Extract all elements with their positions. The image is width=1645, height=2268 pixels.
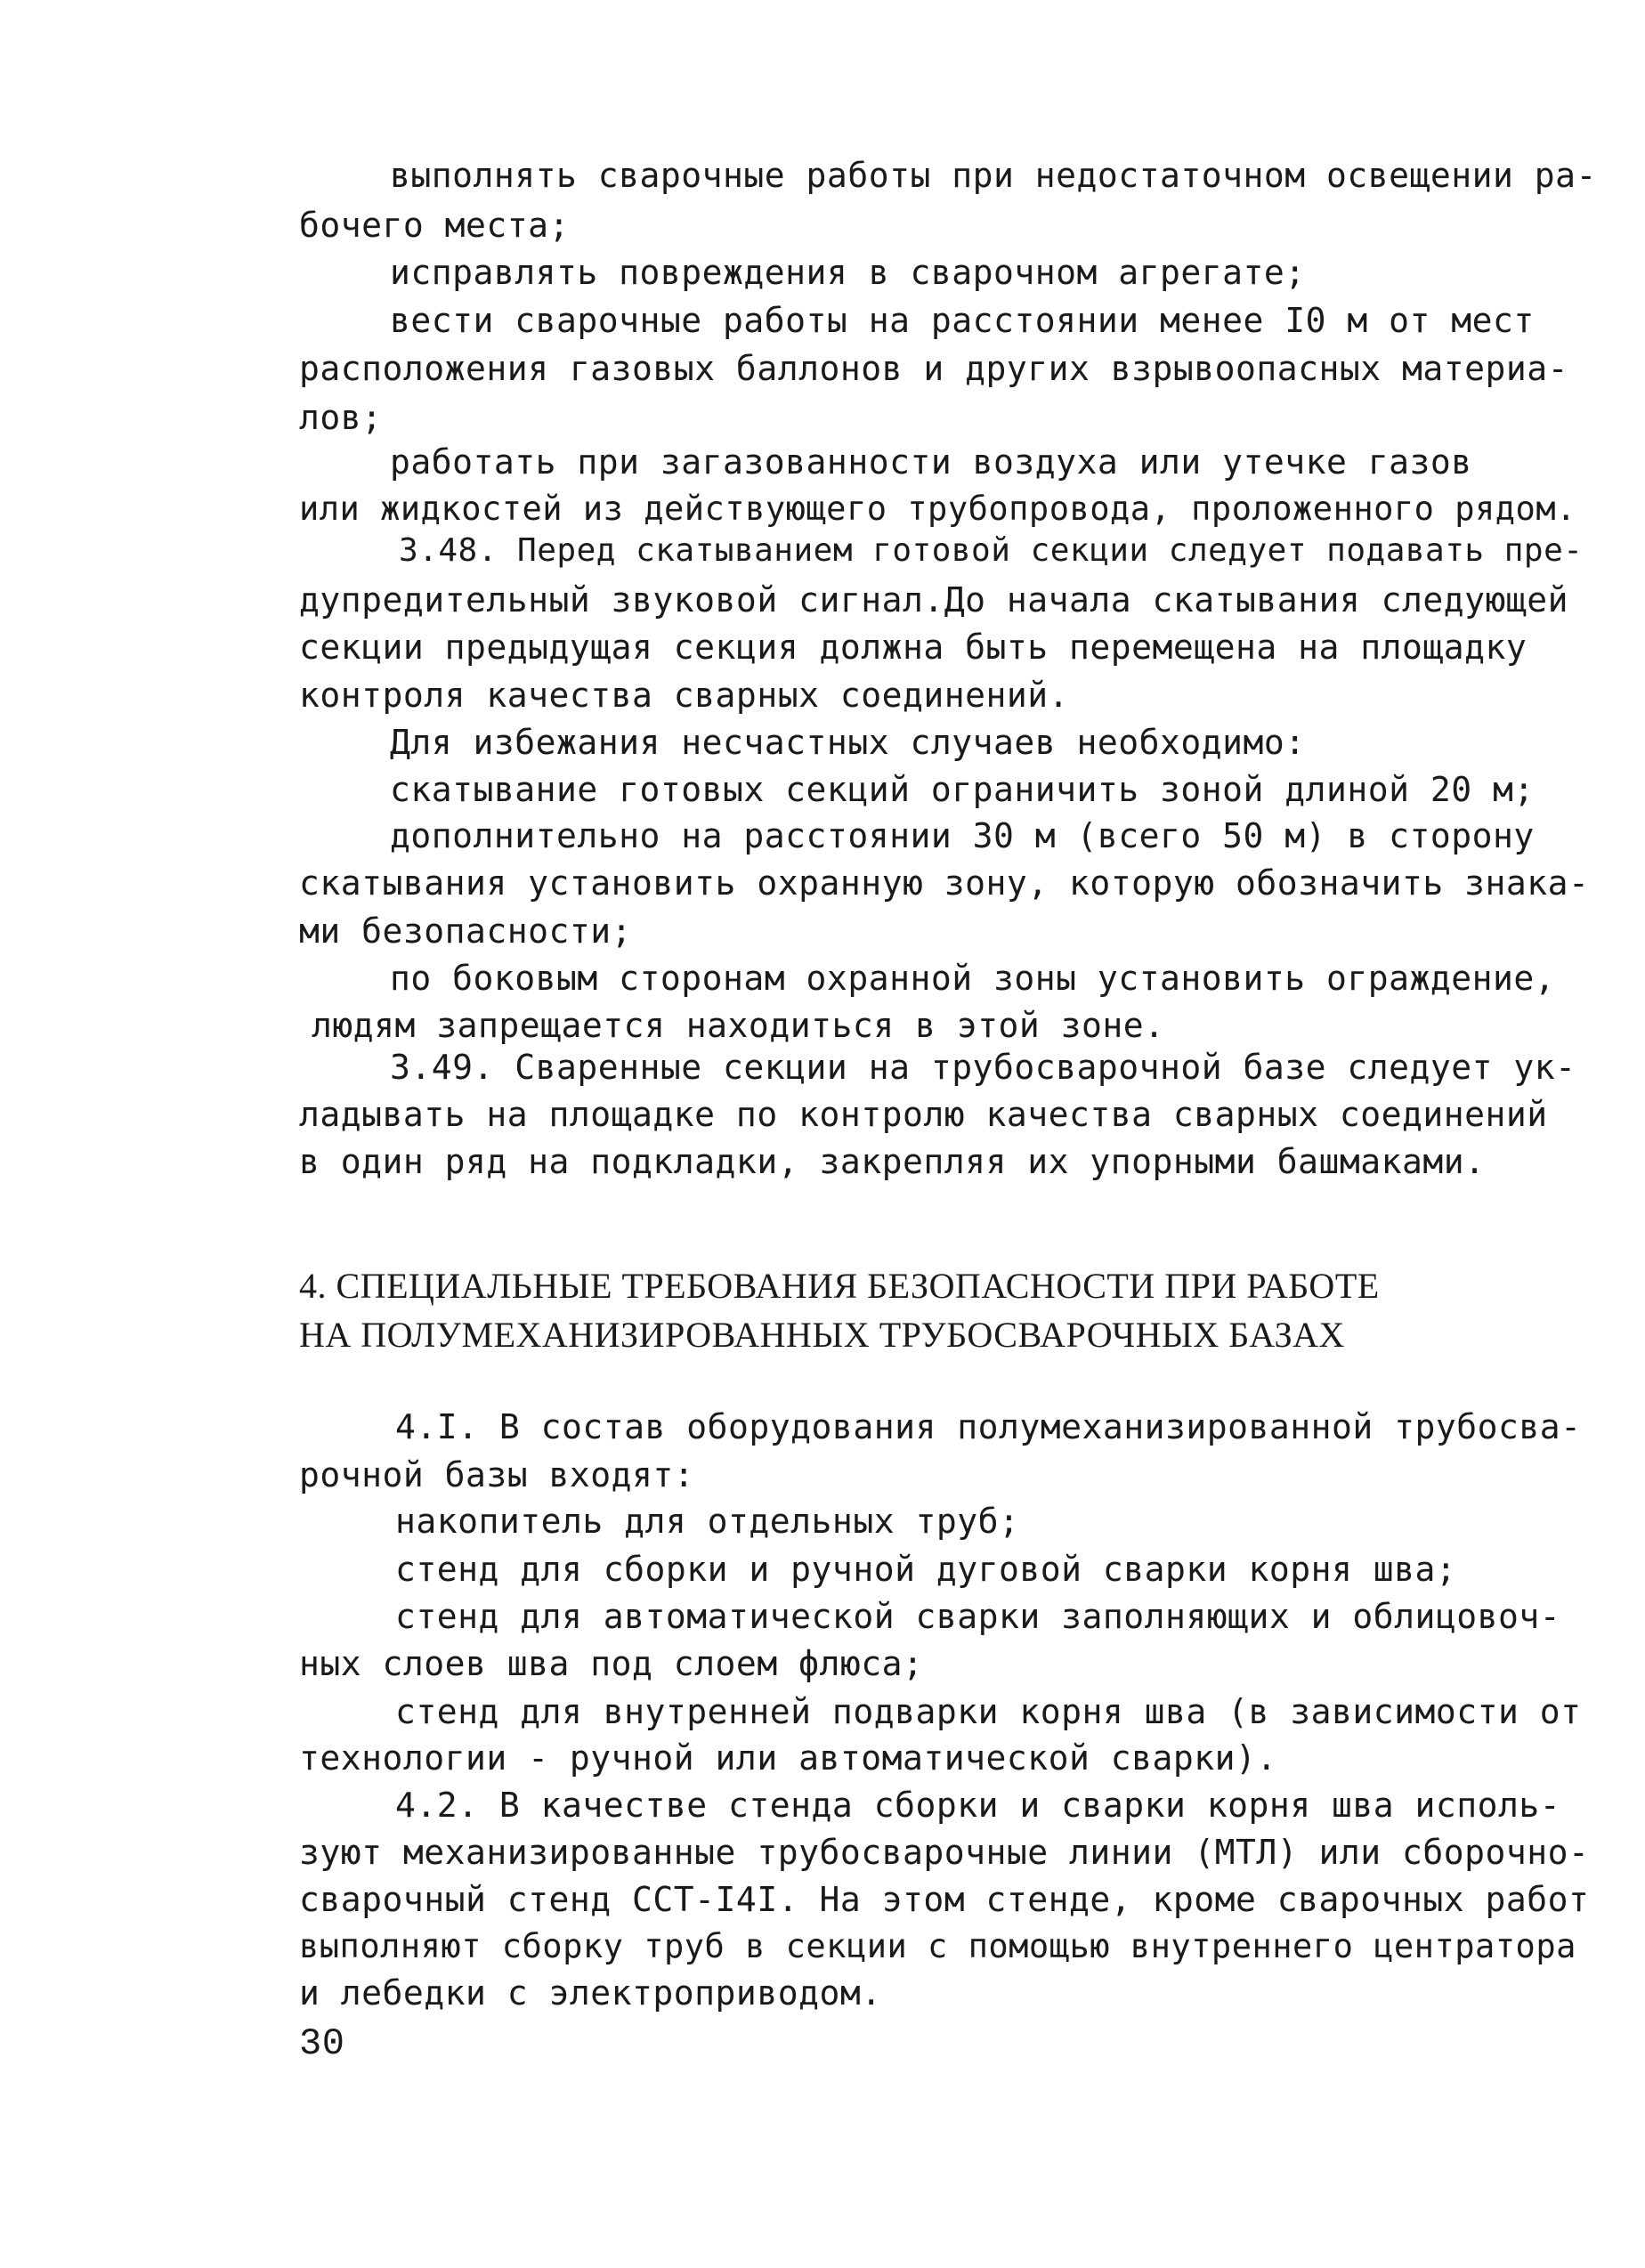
section-heading: 4. СПЕЦИАЛЬНЫЕ ТРЕБОВАНИЯ БЕЗОПАСНОСТИ ПРИ РАБОТЕ <box>299 1266 1380 1306</box>
text-line: выполнять сварочные работы при недостаточном освещении ра- <box>390 156 1597 195</box>
text-line: контроля качества сварных соединений. <box>299 676 1069 715</box>
text-line: стенд для автоматической сварки заполняющих и облицовоч- <box>395 1597 1561 1636</box>
text-line: ных слоев шва под слоем флюса; <box>299 1644 924 1683</box>
text-line: лов; <box>299 398 383 437</box>
text-line: скатывания установить охранную зону, которую обозначить знака- <box>299 863 1590 903</box>
text-line: рочной базы входят: <box>299 1455 695 1494</box>
text-line: стенд для внутренней подварки корня шва (в зависимости от <box>395 1692 1582 1731</box>
text-line: накопитель для отдельных труб; <box>395 1502 1020 1541</box>
text-line: сварочный стенд ССТ-I4I. На этом стенде, кроме сварочных работ <box>299 1880 1590 1919</box>
text-line: в один ряд на подкладки, закрепляя их упорными башмаками. <box>299 1142 1486 1181</box>
text-line: дополнительно на расстоянии 30 м (всего 50 м) в сторону <box>390 816 1535 855</box>
text-line: дупредительный звуковой сигнал.До начала скатывания следующей <box>299 580 1569 620</box>
text-line: скатывание готовых секций ограничить зоной длиной 20 м; <box>390 770 1535 809</box>
text-line: 3.49. Сваренные секции на трубосварочной базе следует ук- <box>390 1048 1576 1087</box>
text-line: по боковым сторонам охранной зоны установить ограждение, <box>390 959 1556 998</box>
text-line: или жидкостей из действующего трубопровода, проложенного рядом. <box>299 490 1576 528</box>
text-line: секции предыдущая секция должна быть перемещена на площадку <box>299 628 1528 667</box>
page-number: 30 <box>299 2022 345 2065</box>
text-line: и лебедки с электроприводом. <box>299 1973 882 2013</box>
text-line: работать при загазованности воздуха или утечке газов <box>390 442 1472 482</box>
text-line: бочего места; <box>299 206 570 245</box>
text-line: 4.I. В состав оборудования полумеханизированной трубосва- <box>395 1407 1582 1446</box>
text-line: ладывать на площадке по контролю качества сварных соединений <box>299 1095 1548 1134</box>
text-line: вести сварочные работы на расстоянии менее I0 м от мест <box>390 301 1535 340</box>
text-line: 3.48. Перед скатыванием готовой секции следует подавать пре- <box>399 532 1584 569</box>
text-line: технологии - ручной или автоматической сварки). <box>299 1738 1277 1778</box>
text-line: расположения газовых баллонов и других взрывоопасных материа- <box>299 349 1569 388</box>
text-line: зуют механизированные трубосварочные линии (МТЛ) или сборочно- <box>299 1833 1590 1872</box>
text-line: 4.2. В качестве стенда сборки и сварки корня шва исполь- <box>395 1786 1561 1825</box>
text-line: Для избежания несчастных случаев необходимо: <box>390 723 1306 762</box>
text-line: выполняют сборку труб в секции с помощью внутреннего центратора <box>299 1927 1576 1965</box>
text-line: исправлять повреждения в сварочном агрегате; <box>390 253 1306 292</box>
text-line: людям запрещается находиться в этой зоне. <box>312 1006 1165 1045</box>
text-line: стенд для сборки и ручной дуговой сварки корня шва; <box>395 1550 1457 1589</box>
text-line: ми безопасности; <box>299 911 633 951</box>
section-heading: НА ПОЛУМЕХАНИЗИРОВАННЫХ ТРУБОСВАРОЧНЫХ БАЗАХ <box>299 1315 1345 1355</box>
